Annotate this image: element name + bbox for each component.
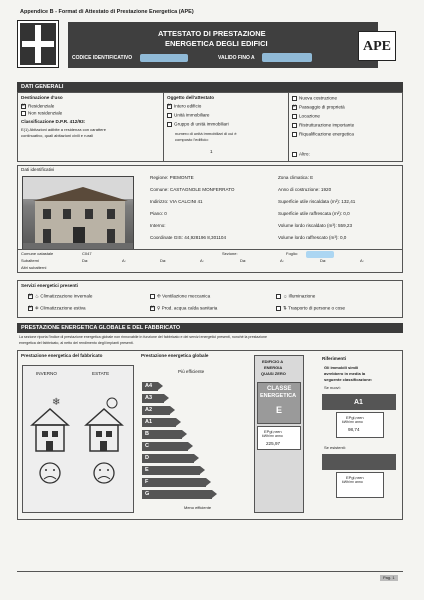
nzeb-line-3: QUASI ZERO: [261, 371, 286, 376]
ident-label: Dati identificativi: [21, 167, 55, 172]
ident-year: Anno di costruzione: 1920: [278, 187, 332, 192]
faucet-icon: ⚲: [157, 305, 161, 311]
radiator-icon: ♨: [35, 293, 40, 299]
energy-class-b: B: [142, 430, 182, 439]
foglio-redaction: [306, 251, 334, 258]
service-acqua: ×⚲ Prod. acqua calda sanitaria: [150, 306, 217, 311]
checkbox-intero-edificio[interactable]: [167, 104, 172, 109]
performance-intro-1: La sezione riporta l'indice di prestazione energetica globale non rinnovabile in funzione del fabbricato e dei servizi energetici presenti, nonché la prestazione: [19, 335, 268, 339]
footer-line: [17, 571, 403, 572]
checkbox-residenziale[interactable]: [21, 104, 26, 109]
summer-house-icon: [84, 395, 124, 490]
checkbox-ristrutturazione[interactable]: [292, 123, 297, 128]
header-title-1: ATTESTATO DI PRESTAZIONE: [158, 29, 266, 38]
section-dati-generali: DATI GENERALI: [17, 82, 403, 92]
service-inverno: ×♨ Climatizzazione invernale: [28, 294, 93, 299]
elevator-icon: ⇅: [283, 305, 287, 311]
use-non-residenziale[interactable]: Non residenziale: [21, 111, 62, 116]
ident-interior: Interno:: [150, 223, 166, 228]
fan-icon: ✣: [157, 293, 161, 299]
energy-class-f: F: [142, 478, 206, 487]
sub-a-4: A:: [360, 258, 364, 263]
region-logo: [17, 20, 59, 68]
piu-efficiente: Più efficiente: [178, 369, 205, 374]
units-value: 1: [210, 149, 213, 154]
nuovi-class: A1: [354, 399, 363, 406]
reason-nuova[interactable]: Nuova costruzione: [292, 96, 337, 101]
energy-class-a3: A3: [142, 394, 164, 403]
energy-class-g: G: [142, 490, 212, 499]
nzeb-line-2: ENERGIA: [264, 365, 283, 370]
energy-class-d: D: [142, 454, 194, 463]
subalterni-label: Subalterni: [21, 258, 40, 263]
reason-riqualificazione[interactable]: Riqualificazione energetica: [292, 132, 354, 137]
checkbox-unita-immobiliare[interactable]: [167, 113, 172, 118]
snowflake-icon: ❄: [35, 305, 39, 311]
sub-a-1: A:: [122, 258, 126, 263]
ape-logo: APE: [358, 31, 396, 61]
object-gruppo[interactable]: Gruppo di unità immobiliari: [167, 122, 229, 127]
ident-heated-area: Superficie utile riscaldata (m²): 132,41: [278, 199, 356, 204]
checkbox-riqualificazione[interactable]: [292, 132, 297, 137]
valid-label: VALIDO FINO A: [218, 55, 255, 61]
checkbox-locazione[interactable]: [292, 114, 297, 119]
class-text-1: E(1) Abitazioni adibite a residenza con carattere: [21, 127, 106, 132]
ident-gis: Coordinate GIS: 44,928196 8,301104: [150, 235, 227, 240]
meno-efficiente: Meno efficiente: [184, 505, 212, 510]
fabbricato-title: Prestazione energetica del fabbricato: [21, 353, 103, 358]
sub-da-1: Da:: [82, 258, 89, 263]
reason-altro[interactable]: Altro:: [292, 152, 310, 157]
nuovi-ep-label: EPgl,nren: [346, 415, 364, 420]
esistenti-ep-unit: kWh/m² anno: [342, 480, 363, 484]
ep-value: 225,97: [266, 441, 281, 446]
object-intero[interactable]: ×Intero edificio: [167, 104, 201, 109]
cadastral-code: C047: [82, 251, 92, 256]
sub-da-4: Da:: [320, 258, 327, 263]
ident-address: Indirizzo: VIA CALCINI 41: [150, 199, 203, 204]
reason-passaggio[interactable]: ×Passaggio di proprietà: [292, 105, 345, 110]
energy-class-a4: A4: [142, 382, 158, 391]
page-number: Pag. 1: [380, 575, 398, 581]
appendix-title: Appendice B - Format di Attestato di Prestazione Energetica (APE): [20, 9, 194, 15]
globale-title: Prestazione energetica globale: [141, 353, 209, 358]
classe-label-2: ENERGETICA: [260, 393, 297, 399]
energy-class-a1: A1: [142, 418, 176, 427]
ep-label: EPgl,nren: [264, 429, 282, 434]
se-nuovi-label: Se nuovi:: [324, 385, 341, 390]
sub-da-3: Da:: [240, 258, 247, 263]
ident-region: Regione: PIEMONTE: [150, 175, 194, 180]
cadastral-comune-label: Comune catastale: [21, 251, 54, 256]
classe-value: E: [276, 405, 283, 415]
ident-floor: Piano: 0: [150, 211, 167, 216]
nuovi-ep-value: 98,74: [348, 427, 360, 432]
bulb-icon: ☼: [283, 293, 288, 299]
energy-class-c: C: [142, 442, 188, 451]
object-label: Oggetto dell'attestato: [167, 95, 215, 100]
ep-unit: kWh/m² anno: [262, 434, 283, 438]
ident-comune: Comune: CASTAGNOLE MONFERRATO: [150, 187, 235, 192]
ident-heated-volume: Volume lordo riscaldato (m³): 559,23: [278, 223, 353, 228]
valid-redaction: [262, 53, 312, 62]
ident-cooled-volume: Volume lordo raffrescato (m³): 0,0: [278, 235, 347, 240]
service-trasporto: ⇅ Trasporto di persone o cose: [276, 306, 345, 311]
service-ventilazione: ✣ Ventilazione meccanica: [150, 294, 210, 299]
rif-title: Riferimenti: [322, 356, 346, 361]
section-prestazione: PRESTAZIONE ENERGETICA GLOBALE E DEL FABBRICATO: [17, 323, 403, 333]
rif-text-1: Gli immobili simili: [324, 365, 359, 370]
se-esistenti-label: Se esistenti:: [324, 445, 346, 450]
reason-locazione[interactable]: Locazione: [292, 114, 320, 119]
class-label: Classificazione D.P.R. 412/93:: [21, 119, 86, 124]
rif-text-3: seguente classificazione:: [324, 377, 373, 382]
nuovi-ep-unit: kWh/m² anno: [342, 420, 363, 424]
building-photo: [22, 176, 134, 250]
esistenti-class-box: [322, 454, 396, 470]
esistenti-ep-label: EPgl,nren: [346, 475, 364, 480]
units-text-2: composto l'edificio:: [175, 137, 209, 142]
use-label: Destinazione d'uso: [21, 95, 63, 100]
estate-label: ESTATE: [92, 371, 110, 376]
altri-subalterni-label: Altri subalterni: [21, 265, 47, 270]
checkbox-nuova-costruzione[interactable]: [292, 96, 297, 101]
checkbox-passaggio-proprieta[interactable]: [292, 105, 297, 110]
performance-intro-2: energetica del fabbricato, al netto del rendimento degli impianti presenti.: [19, 341, 134, 345]
sezione-label: Sezione:: [222, 251, 238, 256]
energy-class-e: E: [142, 466, 200, 475]
rif-text-2: avrebbero in media la: [324, 371, 366, 376]
ident-cooled-area: Superficie utile raffrescata (m²): 0,0: [278, 211, 350, 216]
service-estate: ×❄ Climatizzazione estiva: [28, 306, 86, 311]
ident-zone: Zona climatica: E: [278, 175, 314, 180]
sub-a-3: A:: [280, 258, 284, 263]
winter-house-icon: [30, 395, 70, 490]
code-label: CODICE IDENTIFICATIVO: [72, 55, 133, 61]
energy-class-a2: A2: [142, 406, 170, 415]
inverno-label: INVERNO: [36, 371, 57, 376]
class-text-2: continuativo, quali abitazioni civili e rurali: [21, 133, 94, 138]
code-redaction: [140, 54, 188, 62]
foglio-label: Foglio:: [286, 251, 299, 256]
units-text-1: numero di unità immobiliari di cui è: [175, 131, 237, 136]
checkbox-altro[interactable]: [292, 152, 297, 157]
sub-a-2: A:: [200, 258, 204, 263]
services-label: Servizi energetici presenti: [21, 283, 78, 288]
nzeb-line-1: EDIFICIO A: [262, 359, 284, 364]
object-unita[interactable]: Unità immobiliare: [167, 113, 210, 118]
svg-text:❄: ❄: [52, 397, 61, 408]
use-residenziale[interactable]: ×Residenziale: [21, 104, 54, 109]
reason-ristrutturazione[interactable]: Ristrutturazione importante: [292, 123, 354, 128]
classe-label-1: CLASSE: [267, 386, 292, 392]
checkbox-non-residenziale[interactable]: [21, 111, 26, 116]
service-illuminazione: ☼ Illuminazione: [276, 294, 315, 299]
header-title-2: ENERGETICA DEGLI EDIFICI: [165, 39, 268, 48]
checkbox-gruppo-unita[interactable]: [167, 122, 172, 127]
sub-da-2: Da:: [160, 258, 167, 263]
